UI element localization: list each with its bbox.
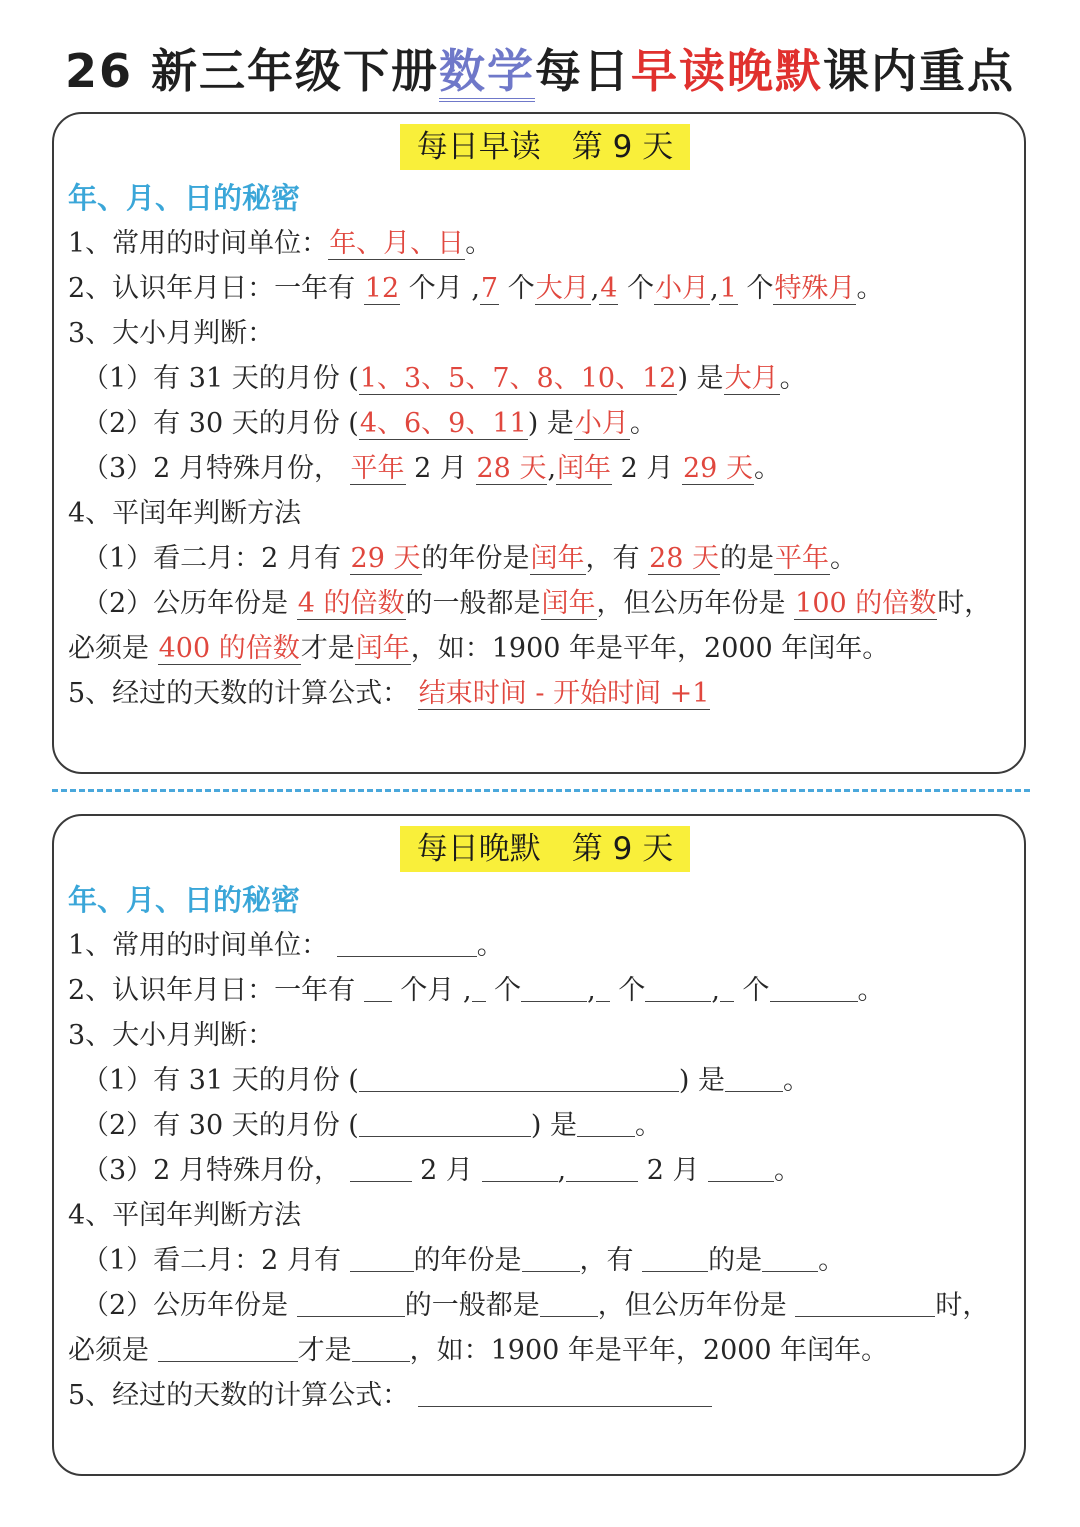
answer: 小月 bbox=[655, 273, 710, 304]
answer: 大月 bbox=[535, 273, 590, 304]
item-4-2-cont: 必须是 400 的倍数才是闰年，如：1900 年是平年，2000 年闰年。 bbox=[68, 633, 890, 664]
title-mid: 每日 bbox=[535, 44, 632, 98]
evening-badge: 每日晚默 第 9 天 bbox=[400, 826, 690, 872]
fill-blank[interactable] bbox=[708, 1155, 774, 1182]
fill-blank[interactable] bbox=[522, 1245, 580, 1272]
answer: 4 bbox=[600, 273, 618, 304]
item-4-2: （2）公历年份是 4 的倍数的一般都是闰年，但公历年份是 100 的倍数时， bbox=[82, 588, 992, 619]
answer: 小月 bbox=[574, 408, 629, 439]
title-highlight: 早读晚默 bbox=[631, 44, 824, 98]
item-4-2: （2）公历年份是 的一般都是 ，但公历年份是 时， bbox=[82, 1290, 990, 1321]
item-2: 2、认识年月日：一年有 12 个月 ,7 个大月,4 个小月,1 个特殊月。 bbox=[68, 273, 884, 304]
item-4-1: （1）看二月：2 月有 的年份是 ，有 的是 。 bbox=[82, 1245, 846, 1276]
fill-blank[interactable] bbox=[521, 975, 587, 1002]
answer: 100 的倍数 bbox=[795, 588, 937, 619]
answer: 400 的倍数 bbox=[158, 633, 300, 664]
answer: 结束时间 - 开始时间 +1 bbox=[418, 678, 710, 709]
page-title bbox=[0, 40, 1080, 102]
answer: 4 的倍数 bbox=[297, 588, 405, 619]
fill-blank[interactable] bbox=[418, 1380, 712, 1407]
answer: 1、3、5、7、8、10、12 bbox=[359, 363, 677, 394]
item-3-2: （2）有 30 天的月份 ( ) 是 。 bbox=[82, 1110, 662, 1141]
answer: 4、6、9、11 bbox=[359, 408, 527, 439]
answer: 1 bbox=[719, 273, 737, 304]
fill-blank[interactable] bbox=[482, 1155, 558, 1182]
item-1: 1、常用的时间单位： 。 bbox=[68, 930, 504, 961]
fill-blank[interactable] bbox=[158, 1335, 298, 1362]
answer: 28 天 bbox=[476, 453, 547, 484]
fill-blank[interactable] bbox=[364, 975, 392, 1002]
answer: 闰年 bbox=[530, 543, 585, 574]
fill-blank[interactable] bbox=[770, 975, 858, 1002]
fill-blank[interactable] bbox=[720, 975, 734, 1002]
item-4-1: （1）看二月：2 月有 29 天的年份是闰年，有 28 天的是平年。 bbox=[82, 543, 858, 574]
item-3-2: （2）有 30 天的月份 (4、6、9、11) 是小月。 bbox=[82, 408, 657, 439]
answer: 年、月、日 bbox=[329, 228, 465, 259]
fill-blank[interactable] bbox=[645, 975, 711, 1002]
answer: 闰年 bbox=[541, 588, 596, 619]
title-suffix: 课内重点 bbox=[823, 44, 1016, 98]
fill-blank[interactable] bbox=[540, 1290, 598, 1317]
answer: 闰年 bbox=[557, 453, 612, 484]
answer: 29 天 bbox=[683, 453, 753, 484]
fill-blank[interactable] bbox=[762, 1245, 818, 1272]
fill-blank[interactable] bbox=[566, 1155, 638, 1182]
answer: 12 bbox=[364, 273, 400, 304]
answer: 闰年 bbox=[355, 633, 410, 664]
item-3: 3、大小月判断： bbox=[68, 1020, 275, 1051]
answer: 特殊月 bbox=[774, 273, 856, 304]
fill-blank[interactable] bbox=[350, 1155, 412, 1182]
section-heading: 年、月、日的秘密 bbox=[68, 181, 301, 215]
answer: 平年 bbox=[350, 453, 405, 484]
answer: 平年 bbox=[775, 543, 830, 574]
answer: 28 天 bbox=[649, 543, 720, 574]
item-3-1: （1）有 31 天的月份 ( ) 是 。 bbox=[82, 1065, 810, 1096]
section-heading: 年、月、日的秘密 bbox=[68, 883, 301, 917]
item-4-2-cont: 必须是 才是 ，如：1900 年是平年，2000 年闰年。 bbox=[68, 1335, 889, 1366]
answer: 7 bbox=[480, 273, 499, 304]
fill-blank[interactable] bbox=[337, 930, 477, 957]
dashed-divider bbox=[52, 789, 1030, 792]
item-3: 3、大小月判断： bbox=[68, 318, 275, 349]
fill-blank[interactable] bbox=[297, 1290, 405, 1317]
fill-blank[interactable] bbox=[795, 1290, 935, 1317]
answer: 29 天 bbox=[350, 543, 421, 574]
title-subject: 数学 bbox=[439, 44, 535, 102]
evening-recall-card bbox=[52, 814, 1026, 1476]
fill-blank[interactable] bbox=[352, 1335, 410, 1362]
item-3-3: （3）2 月特殊月份， 2 月 , 2 月 。 bbox=[82, 1155, 802, 1186]
fill-blank[interactable] bbox=[359, 1110, 531, 1137]
title-prefix: 26 新三年级下册 bbox=[64, 44, 440, 98]
item-5: 5、经过的天数的计算公式： 结束时间 - 开始时间 +1 bbox=[68, 678, 710, 709]
item-4: 4、平闰年判断方法 bbox=[68, 1200, 302, 1231]
item-3-1: （1）有 31 天的月份 (1、3、5、7、8、10、12) 是大月。 bbox=[82, 363, 807, 394]
item-4: 4、平闰年判断方法 bbox=[68, 498, 302, 529]
morning-reading-card bbox=[52, 112, 1026, 774]
item-2: 2、认识年月日：一年有 个月 , 个 , 个 , 个 。 bbox=[68, 975, 885, 1006]
fill-blank[interactable] bbox=[725, 1065, 783, 1092]
item-3-3: （3）2 月特殊月份， 平年 2 月 28 天,闰年 2 月 29 天。 bbox=[82, 453, 781, 484]
fill-blank[interactable] bbox=[359, 1065, 679, 1092]
fill-blank[interactable] bbox=[472, 975, 486, 1002]
fill-blank[interactable] bbox=[642, 1245, 708, 1272]
fill-blank[interactable] bbox=[596, 975, 610, 1002]
answer: 大月 bbox=[724, 363, 779, 394]
fill-blank[interactable] bbox=[350, 1245, 414, 1272]
item-1: 1、常用的时间单位：年、月、日。 bbox=[68, 228, 493, 259]
morning-badge: 每日早读 第 9 天 bbox=[400, 124, 690, 170]
fill-blank[interactable] bbox=[577, 1110, 635, 1137]
item-5: 5、经过的天数的计算公式： bbox=[68, 1376, 712, 1416]
